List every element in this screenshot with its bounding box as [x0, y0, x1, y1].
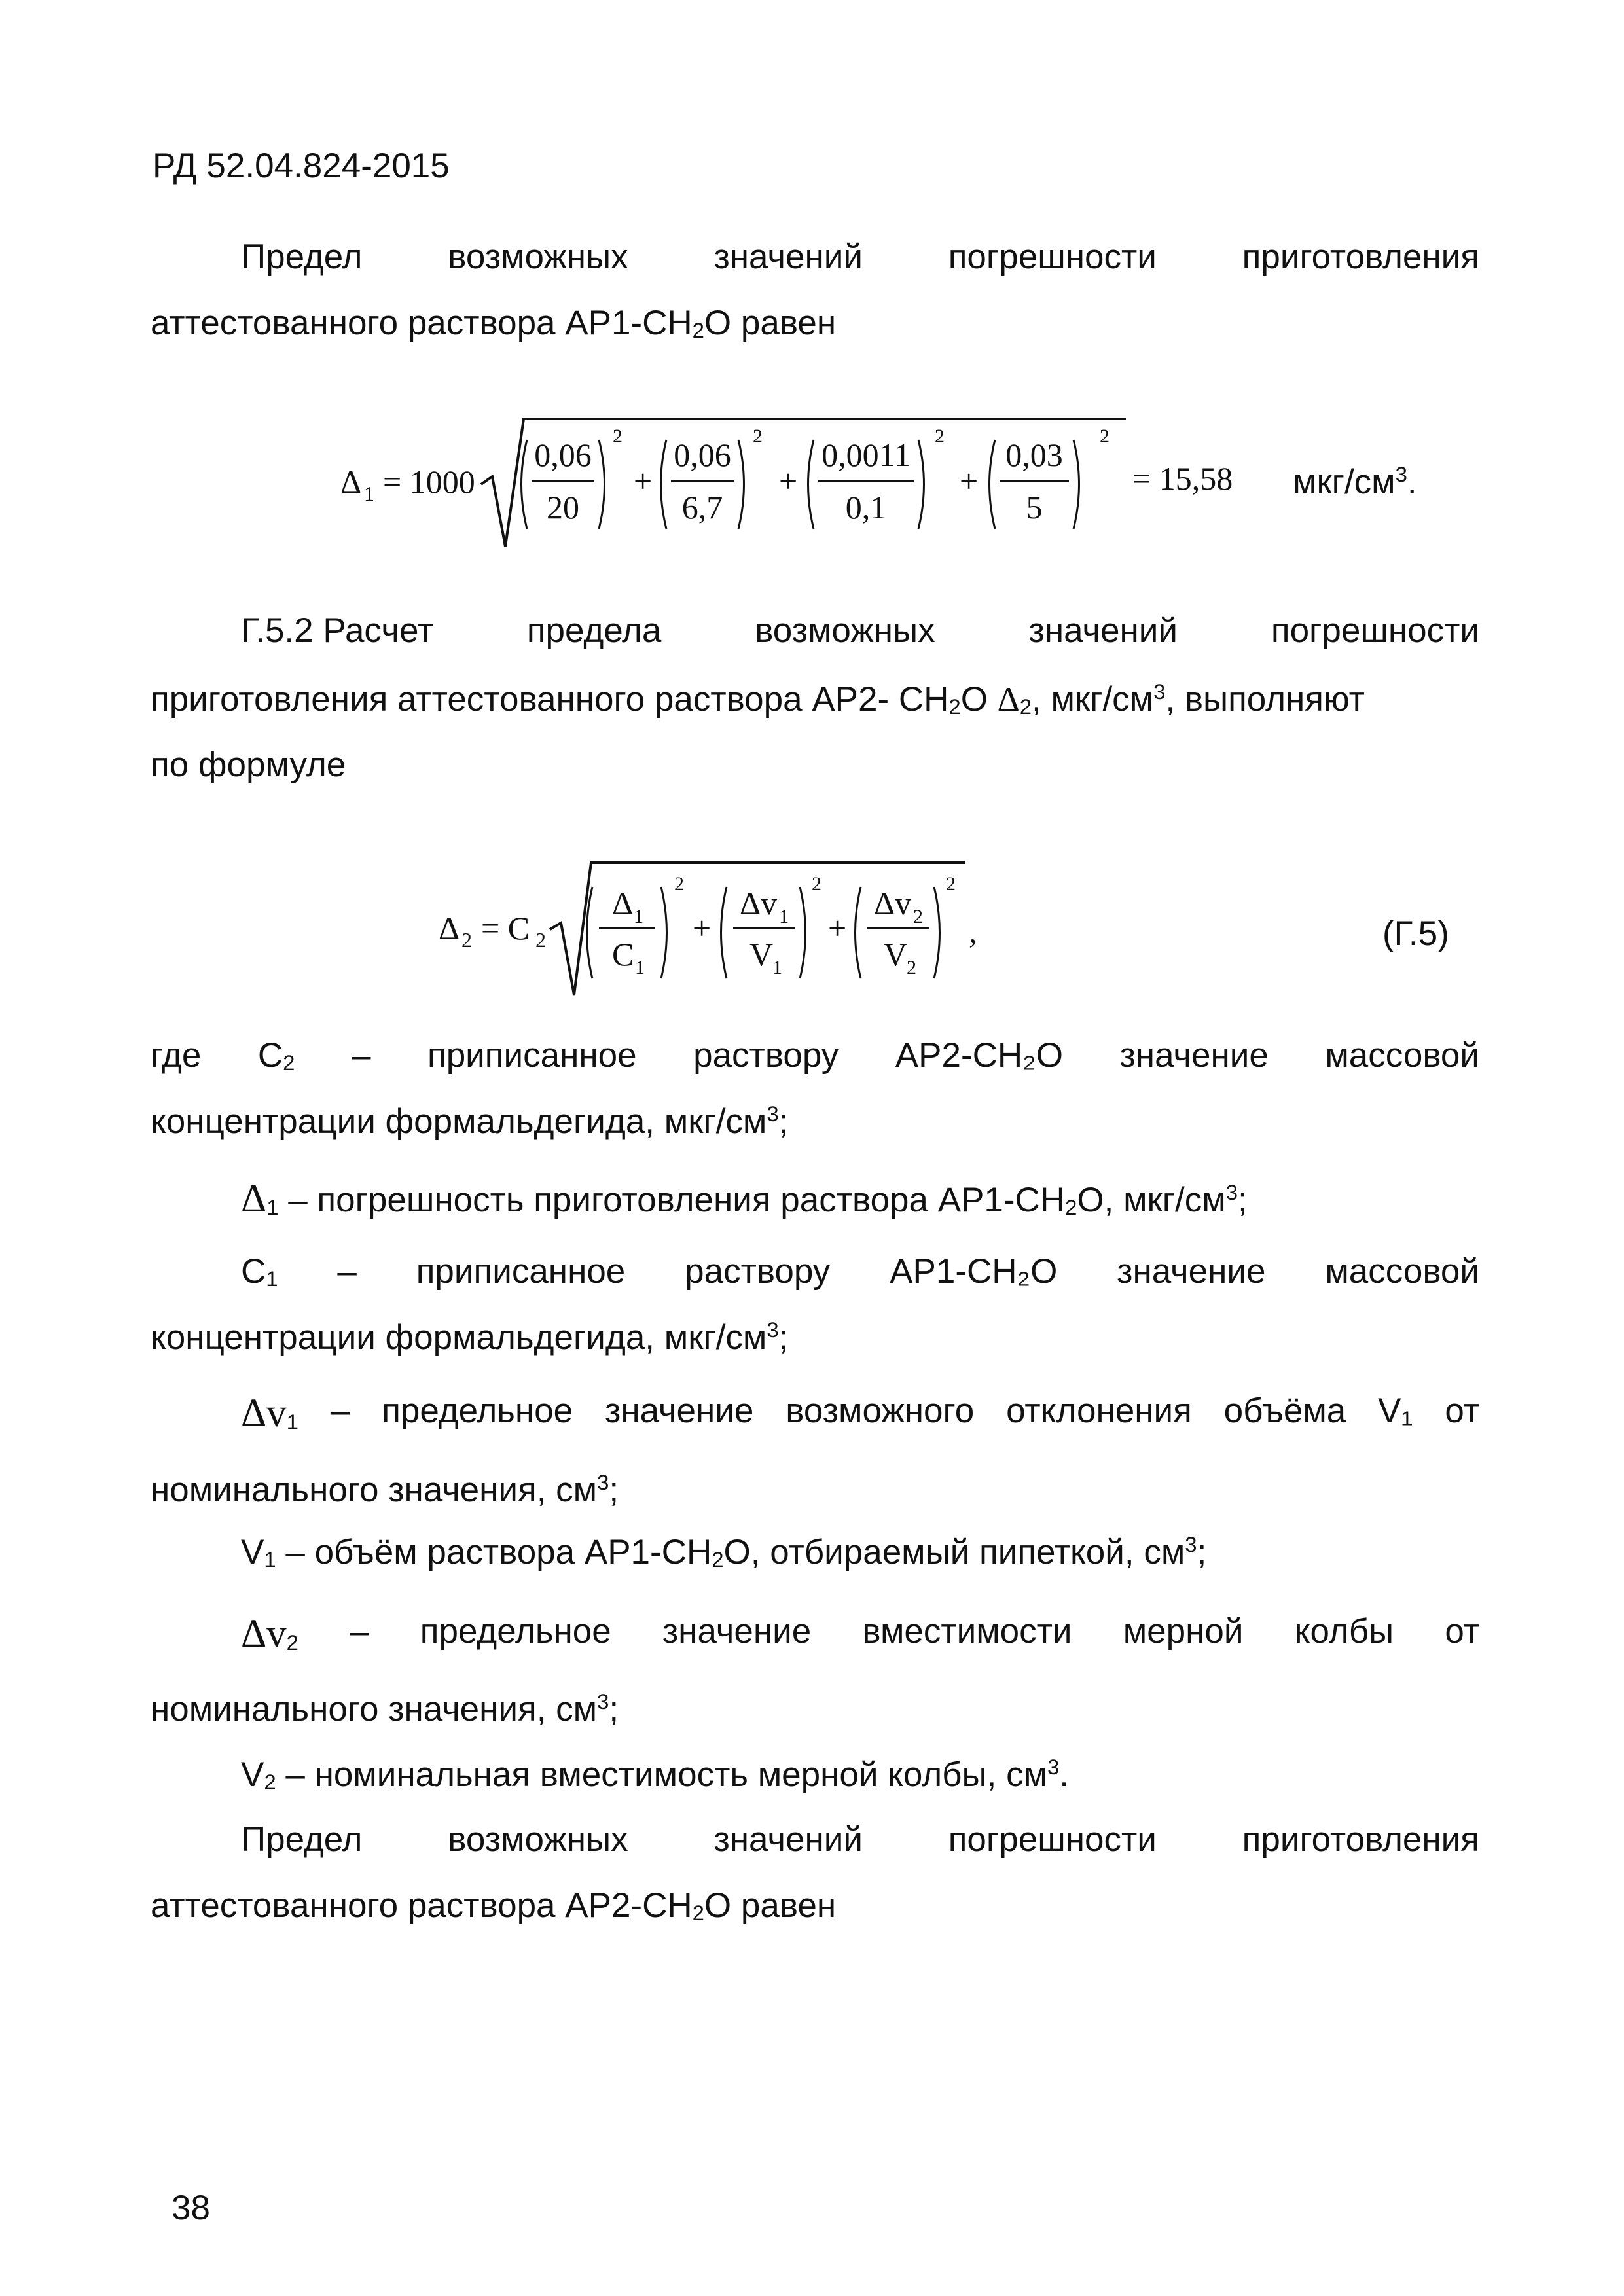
word: возможных: [448, 238, 628, 276]
word: возможных: [448, 1820, 628, 1859]
frac4-den: 5: [1026, 489, 1043, 526]
text: О: [960, 680, 998, 719]
text: О равен: [704, 304, 837, 342]
section-g52-line2: [151, 679, 1365, 721]
word: погрешности: [948, 1820, 1157, 1859]
word: возможных: [755, 611, 935, 650]
text: ;: [1237, 1181, 1248, 1219]
section-g52-line1: [241, 611, 1479, 651]
frac2-den: 6,7: [681, 489, 723, 526]
paren-right: [599, 440, 605, 529]
def-c2-line1: [151, 1035, 1479, 1075]
frac1-den-sub: 1: [635, 957, 645, 978]
frac2-num: 0,06: [674, 437, 731, 473]
text: .: [1059, 1755, 1070, 1795]
delta-symbol: Δv: [241, 1612, 287, 1656]
paren-right: [800, 887, 806, 978]
subscript: 2: [1019, 694, 1032, 719]
word: V₁: [1378, 1391, 1413, 1430]
word: –: [350, 1612, 369, 1651]
text: приготовления аттестованного раствора АР2- СН: [151, 680, 949, 719]
paren-right: [934, 887, 940, 978]
def-c2-line2: [151, 1101, 788, 1143]
formula1-unit: [1293, 461, 1417, 503]
def-c1-line2: [151, 1317, 788, 1359]
subscript: 2: [692, 317, 704, 342]
delta-symbol: Δ: [997, 681, 1020, 719]
text: C: [257, 1036, 283, 1075]
text: ;: [609, 1690, 619, 1729]
document-code: РД 52.04.824-2015: [153, 147, 450, 185]
text: ;: [1197, 1533, 1207, 1572]
frac1-den: C: [612, 936, 634, 973]
exp: 2: [613, 425, 623, 447]
word: –: [330, 1391, 350, 1430]
formula2-number: (Г.5): [1382, 914, 1449, 953]
frac2-den-sub: 1: [772, 957, 782, 978]
word: приготовления: [1242, 238, 1479, 276]
word: от: [1445, 1612, 1479, 1651]
para-last-line1: [241, 1820, 1479, 1859]
formula1-lhs-sub: 1: [364, 482, 374, 505]
word: возможного: [785, 1391, 975, 1430]
word: Г.5.2 Расчет: [241, 611, 433, 650]
text: – погрешность приготовления раствора АР1-СН: [278, 1181, 1066, 1219]
frac3-num: 0,0011: [821, 437, 911, 473]
word: массовой: [1325, 1036, 1479, 1075]
paren-right: [738, 440, 744, 529]
subscript: 2: [692, 1900, 704, 1925]
text: номинального значения, см: [151, 1471, 598, 1510]
word: –: [337, 1252, 357, 1291]
frac3-num: Δv: [874, 885, 912, 922]
def-delta1: [241, 1175, 1248, 1223]
word: погрешности: [948, 238, 1157, 276]
plus: +: [634, 463, 653, 499]
text: V: [241, 1533, 264, 1572]
word: приписанное: [416, 1252, 626, 1291]
subscript: 2: [264, 1769, 276, 1794]
subscript: 1: [266, 1266, 278, 1291]
frac1-num-sub: 1: [634, 906, 643, 927]
frac3-den-sub: 2: [907, 957, 916, 978]
word: АР1-СН₂О: [890, 1252, 1058, 1291]
trailing-comma: ,: [969, 913, 977, 950]
word: значений: [1028, 611, 1178, 650]
symbol: [241, 1391, 298, 1437]
text: ;: [778, 1318, 789, 1357]
paren-right: [918, 440, 924, 529]
def-dv2-line1: [241, 1611, 1479, 1657]
formula2-eq: = C: [481, 910, 530, 946]
paren-left: [990, 440, 996, 529]
plus: +: [828, 910, 847, 946]
exp: 2: [812, 873, 821, 895]
text: C: [241, 1252, 266, 1291]
text: ;: [609, 1471, 619, 1510]
subscript: 2: [283, 1050, 295, 1075]
symbol: [258, 1035, 295, 1075]
paren-left: [808, 440, 814, 529]
formula1-result: = 15,58: [1132, 460, 1233, 497]
word: приготовления: [1242, 1820, 1479, 1859]
page-number: 38: [171, 2189, 210, 2227]
frac2-num: Δv: [740, 885, 778, 922]
word: от: [1445, 1391, 1479, 1430]
def-v2: [241, 1754, 1069, 1796]
formula2-lhs: Δ: [439, 910, 460, 946]
paren-right: [661, 887, 667, 978]
superscript: 3: [767, 1102, 779, 1126]
superscript: 3: [597, 1689, 609, 1713]
word: –: [351, 1036, 371, 1075]
paren-left: [587, 887, 593, 978]
frac4-num: 0,03: [1005, 437, 1063, 473]
word: раствору: [685, 1252, 831, 1291]
subscript: 1: [264, 1547, 276, 1571]
text: концентрации формальдегида, мкг/см: [151, 1318, 767, 1357]
word: АР2-СН₂О: [895, 1036, 1063, 1075]
text: номинального значения, см: [151, 1690, 598, 1729]
plus: +: [693, 910, 712, 946]
word: раствору: [693, 1036, 839, 1075]
text: аттестованного раствора АР1-СН: [151, 304, 693, 342]
superscript: 3: [1225, 1179, 1238, 1204]
symbol: [241, 1251, 278, 1291]
word: отклонения: [1006, 1391, 1192, 1430]
frac1-num: Δ: [612, 885, 634, 922]
text: О равен: [704, 1886, 837, 1925]
frac2-den: V: [749, 936, 774, 973]
symbol: [241, 1611, 298, 1657]
text: – номинальная вместимость мерной колбы, см: [276, 1755, 1048, 1795]
superscript: 3: [1047, 1755, 1060, 1779]
word: значений: [713, 1820, 863, 1859]
frac3-den: V: [884, 936, 908, 973]
def-dv1-line2: [151, 1469, 619, 1511]
frac3-num-sub: 2: [913, 906, 923, 927]
plus: +: [779, 463, 798, 499]
text: аттестованного раствора АР2-СН: [151, 1886, 693, 1925]
word: Предел: [241, 1820, 363, 1859]
subscript: 2: [286, 1630, 298, 1655]
paren-left: [856, 887, 861, 978]
word: предела: [526, 611, 662, 650]
para1-line2: [151, 302, 836, 344]
text: ;: [778, 1102, 789, 1141]
superscript: 3: [767, 1318, 779, 1342]
subscript: 1: [266, 1194, 279, 1219]
word: предельное: [420, 1612, 611, 1651]
superscript: 3: [597, 1470, 609, 1494]
text: .: [1407, 463, 1417, 502]
exp: 2: [753, 425, 763, 447]
word: значений: [713, 238, 863, 276]
word: Предел: [241, 238, 363, 276]
word: значение: [662, 1612, 812, 1651]
formula1-lhs: Δ: [340, 463, 362, 500]
plus: +: [960, 463, 979, 499]
subscript: 2: [712, 1547, 724, 1571]
word: колбы: [1294, 1612, 1394, 1651]
superscript: 3: [1185, 1532, 1197, 1556]
exp: 2: [1100, 425, 1110, 447]
paren-right: [1074, 440, 1079, 529]
text: концентрации формальдегида, мкг/см: [151, 1102, 767, 1141]
text: О, отбираемый пипеткой, см: [723, 1533, 1185, 1572]
frac3-den: 0,1: [845, 489, 887, 526]
formula2-lhs-sub: 2: [461, 928, 472, 952]
section-g52-line3: по формуле: [151, 745, 346, 784]
word: значение: [1119, 1036, 1269, 1075]
superscript: 3: [1395, 462, 1407, 486]
subscript: 2: [1065, 1194, 1077, 1219]
radical-sign: [481, 419, 1126, 547]
paren-left: [721, 887, 727, 978]
subscript: 1: [286, 1409, 298, 1434]
formula1-coef: = 1000: [383, 463, 475, 500]
word: мерной: [1123, 1612, 1244, 1651]
formula2-eq-sub: 2: [535, 928, 546, 952]
text: V: [241, 1755, 264, 1795]
para-last-line2: [151, 1885, 836, 1927]
paren-left: [522, 440, 528, 529]
word: значение: [605, 1391, 754, 1430]
def-dv2-line2: [151, 1689, 619, 1731]
word: где: [151, 1036, 202, 1075]
word: предельное: [382, 1391, 573, 1430]
exp: 2: [674, 873, 684, 895]
superscript: 3: [1153, 679, 1166, 704]
exp: 2: [946, 873, 956, 895]
radical-sign: [550, 863, 965, 995]
frac2-num-sub: 1: [779, 906, 789, 927]
delta-symbol: Δv: [241, 1391, 287, 1435]
word: значение: [1117, 1252, 1266, 1291]
word: массовой: [1325, 1252, 1479, 1291]
frac1-num: 0,06: [534, 437, 592, 473]
word: погрешности: [1271, 611, 1479, 650]
paren-left: [661, 440, 667, 529]
word: объёма: [1223, 1391, 1346, 1430]
text: мкг/см: [1293, 463, 1396, 502]
subscript: 2: [948, 694, 961, 719]
word: приписанное: [427, 1036, 637, 1075]
exp: 2: [935, 425, 945, 447]
text: , выполняют: [1165, 680, 1365, 719]
text: О, мкг/см: [1077, 1181, 1226, 1219]
frac1-den: 20: [547, 489, 579, 526]
delta-symbol: Δ: [241, 1177, 267, 1221]
para1-line1: [241, 237, 1479, 277]
text: , мкг/см: [1032, 680, 1154, 719]
def-c1-line1: [241, 1251, 1479, 1291]
def-dv1-line1: [241, 1391, 1479, 1437]
def-v1: [241, 1532, 1206, 1573]
word: вместимости: [862, 1612, 1072, 1651]
text: – объём раствора АР1-СН: [276, 1533, 712, 1572]
